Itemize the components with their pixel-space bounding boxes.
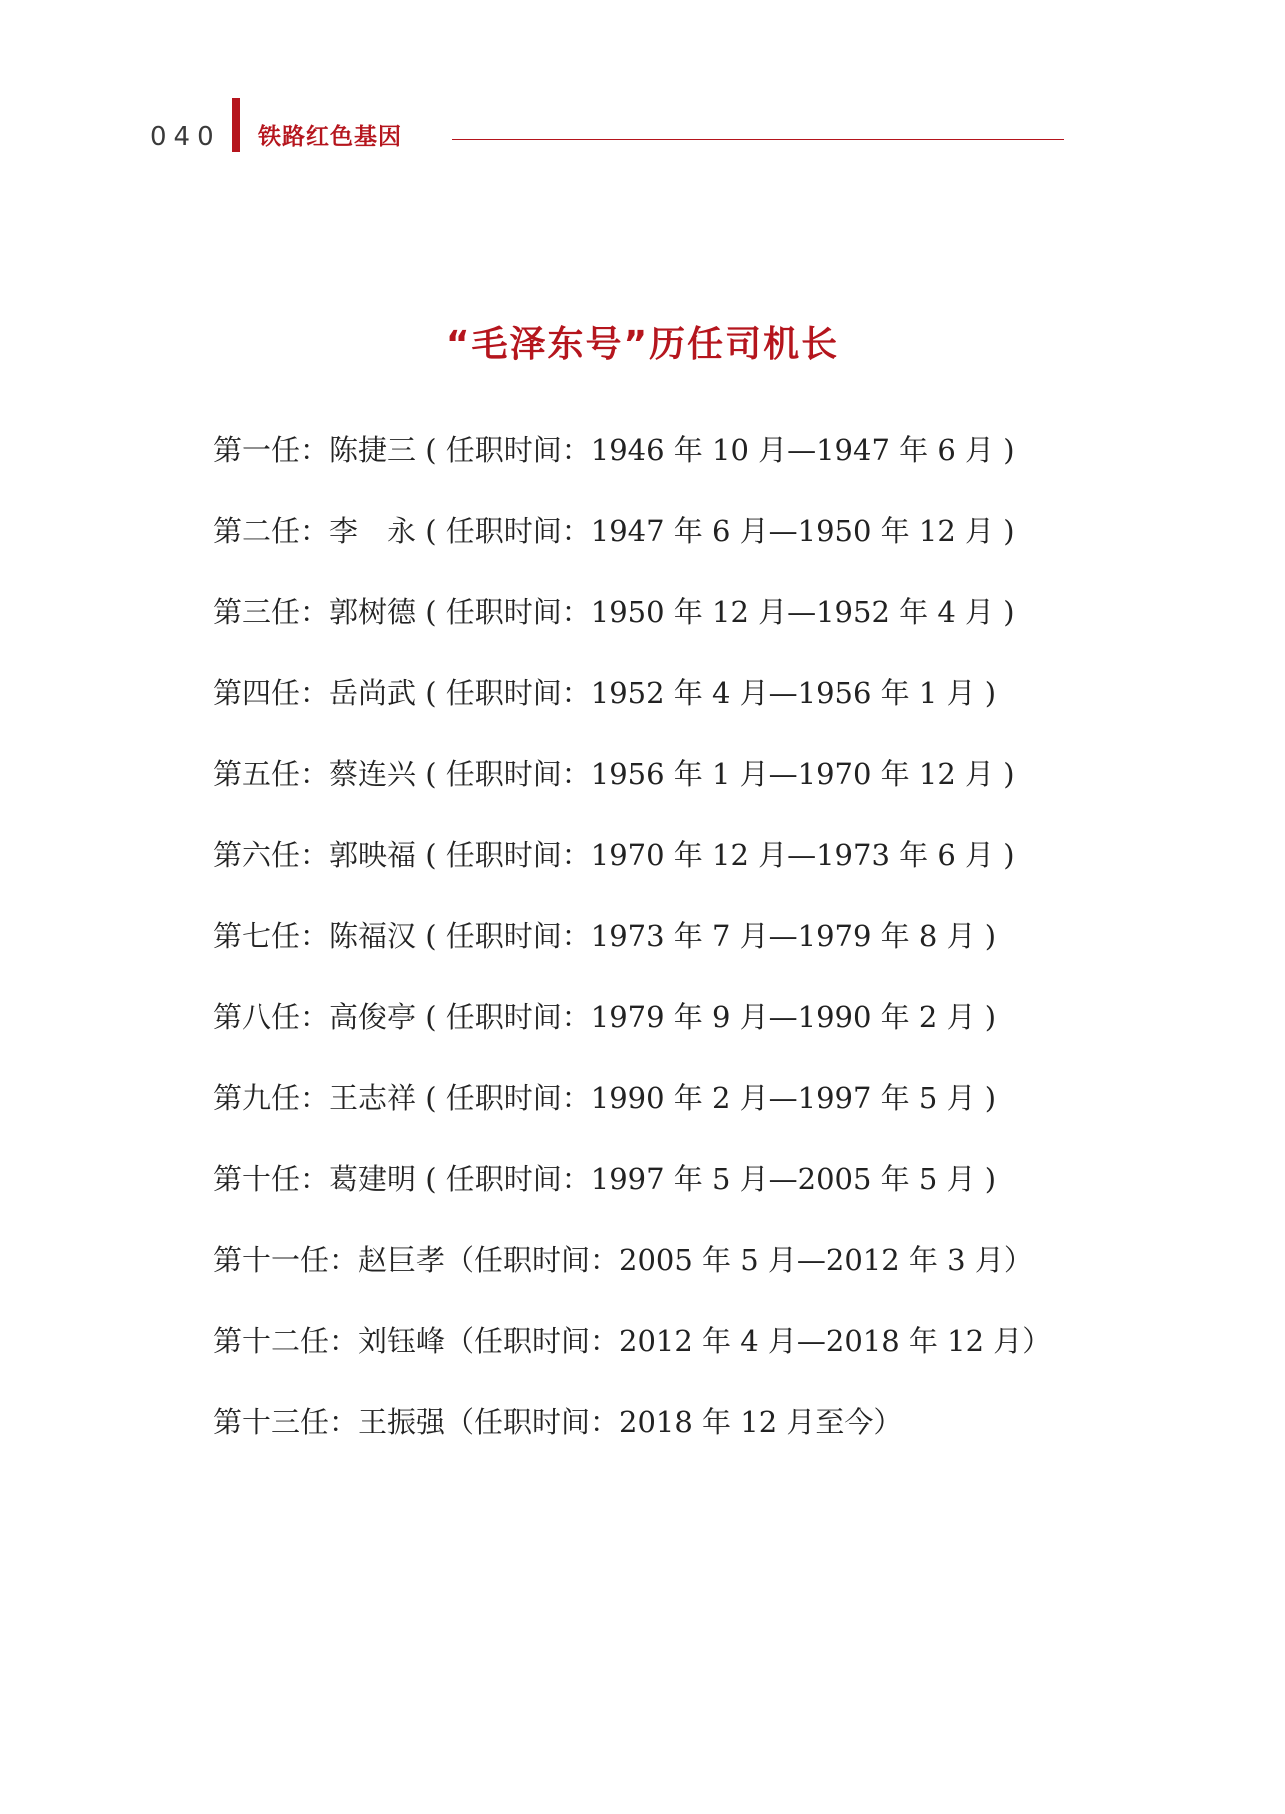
driver-entry-10: 第十任：葛建明 ( 任职时间：1997 年 5 月—2005 年 5 月 ) [213, 1162, 997, 1196]
section-title: “毛泽东号”历任司机长 [445, 324, 840, 366]
driver-entry-12: 第十二任：刘钰峰（任职时间：2012 年 4 月—2018 年 12 月） [213, 1324, 1052, 1358]
header-accent-bar [232, 98, 240, 152]
driver-entry-7: 第七任：陈福汉 ( 任职时间：1973 年 7 月—1979 年 8 月 ) [213, 919, 997, 953]
driver-entry-3: 第三任：郭树德 ( 任职时间：1950 年 12 月—1952 年 4 月 ) [213, 595, 1015, 629]
header-rule [452, 139, 1064, 140]
driver-entry-9: 第九任：王志祥 ( 任职时间：1990 年 2 月—1997 年 5 月 ) [213, 1081, 997, 1115]
driver-entry-6: 第六任：郭映福 ( 任职时间：1970 年 12 月—1973 年 6 月 ) [213, 838, 1015, 872]
driver-entry-8: 第八任：高俊亭 ( 任职时间：1979 年 9 月—1990 年 2 月 ) [213, 1000, 997, 1034]
driver-entry-11: 第十一任：赵巨孝（任职时间：2005 年 5 月—2012 年 3 月） [213, 1243, 1033, 1277]
page-number: 040 [150, 122, 221, 152]
driver-entry-5: 第五任：蔡连兴 ( 任职时间：1956 年 1 月—1970 年 12 月 ) [213, 757, 1015, 791]
driver-entry-1: 第一任：陈捷三 ( 任职时间：1946 年 10 月—1947 年 6 月 ) [213, 433, 1015, 467]
driver-list [213, 430, 1051, 1483]
driver-entry-13: 第十三任：王振强（任职时间：2018 年 12 月至今） [213, 1405, 903, 1439]
driver-entry-4: 第四任：岳尚武 ( 任职时间：1952 年 4 月—1956 年 1 月 ) [213, 676, 997, 710]
book-title: 铁路红色基因 [258, 124, 402, 150]
page-header [0, 0, 1285, 200]
driver-entry-2: 第二任：李 永 ( 任职时间：1947 年 6 月—1950 年 12 月 ) [213, 514, 1015, 548]
